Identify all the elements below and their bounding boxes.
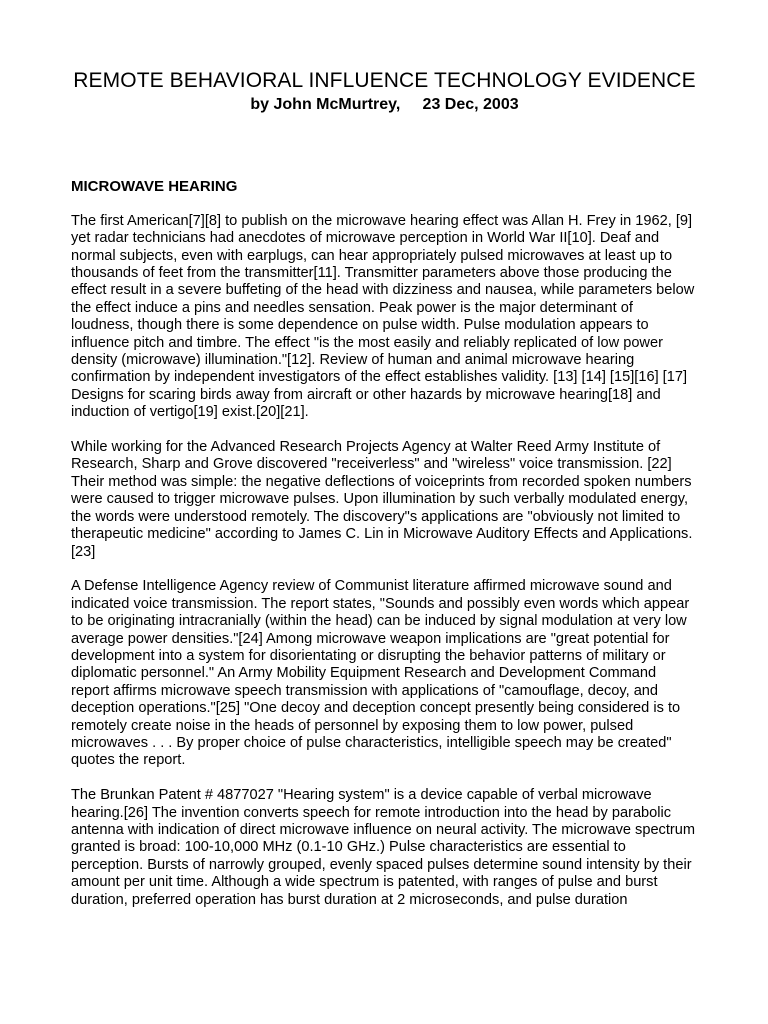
paragraph: The first American[7][8] to publish on the microwave hearing effect was Allan H. Frey in 1962, [9] yet radar technicians had anecdotes of microwave perception in World War II[10]. Deaf and normal subjects, even with earplugs, can hear appropriately pulsed microwaves at least up to thousands of feet from the transmitter[11]. Transmitter parameters above those producing the effect result in a severe buffeting of the head with dizziness and nausea, while parameters below the effect induce a pins and needles sensation. Peak power is the major determinant of loudness, though there is some dependence on pulse width. Pulse modulation appears to influence pitch and timbre. The effect "is the most easily and reliably replicated of low power density (microwave) illumination."[12]. Review of human and animal microwave hearing confirmation by independent investigators of the effect establishes validity. [13] [14] [15][16] [17] Designs for scaring birds away from aircraft or other hazards by microwave hearing[18] and induction of vertigo[19] exist.[20][21].	[71, 212, 695, 421]
document-byline: by John McMurtrey, 23 Dec, 2003	[250, 96, 519, 113]
paragraph: While working for the Advanced Research Projects Agency at Walter Reed Army Institute of Research, Sharp and Grove discovered "receiverless" and "wireless" voice transmission. [22] Their method was simple: the negative deflections of voiceprints from recorded spoken numbers were caused to trigger microwave pulses. Upon illumination by such verbally modulated energy, the words were understood remotely. The discovery"s applications are "obviously not limited to therapeutic medicine" according to James C. Lin in Microwave Auditory Effects and Applications.[23]	[71, 439, 693, 560]
paragraph: The Brunkan Patent # 4877027 "Hearing system" is a device capable of verbal microwave hearing.[26] The invention converts speech for remote introduction into the head by parabolic antenna with indication of direct microwave influence on neural activity. The microwave spectrum granted is broad: 100-10,000 MHz (0.1-10 GHz.) Pulse characteristics are essential to perception. Bursts of narrowly grouped, evenly spaced pulses determine sound intensity by their amount per unit time. Although a wide spectrum is patented, with ranges of pulse and burst duration, preferred operation has burst duration at 2 microseconds, and pulse duration	[71, 787, 696, 908]
section-heading: MICROWAVE HEARING	[71, 178, 238, 195]
paragraph: A Defense Intelligence Agency review of Communist literature affirmed microwave sound and indicated voice transmission. The report states, "Sounds and possibly even words which appear to be originating intracranially (within the head) can be induced by signal modulation at very low average power densities."[24] Among microwave weapon implications are "great potential for development into a system for disorientating or disrupting the behavior patterns of military or diplomatic personnel." An Army Mobility Equipment Research and Development Command report affirms microwave speech transmission with applications of "camouflage, decoy, and deception operations."[25] "One decoy and deception concept presently being considered is to remotely create noise in the heads of personnel by exposing them to low power, pulsed microwaves . . . By proper choice of pulse characteristics, intelligible speech may be created" quotes the report.	[71, 578, 690, 769]
document-title: REMOTE BEHAVIORAL INFLUENCE TECHNOLOGY EVIDENCE	[73, 69, 696, 92]
